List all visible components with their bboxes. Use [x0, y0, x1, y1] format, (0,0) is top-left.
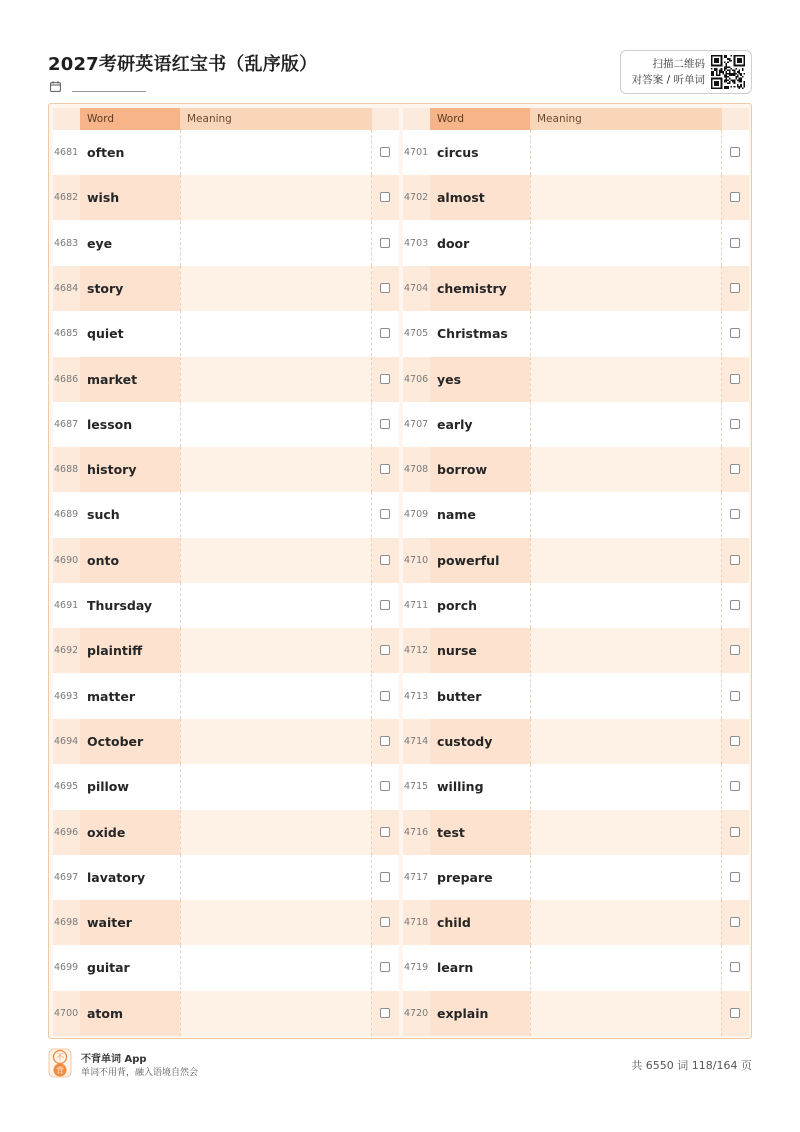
- word-text: almost: [437, 190, 485, 206]
- word-text: atom: [87, 1005, 124, 1021]
- word-number: 4685: [54, 328, 79, 340]
- table-row: [403, 674, 749, 719]
- qr-caption: [629, 56, 705, 88]
- table-row: [53, 900, 399, 945]
- page-header: [48, 48, 752, 98]
- meaning-input[interactable]: [530, 130, 722, 175]
- table-row: [403, 628, 749, 673]
- vocab-panel-left: [53, 108, 399, 1036]
- table-row: [53, 810, 399, 855]
- meaning-input[interactable]: [530, 810, 722, 855]
- checkbox-icon[interactable]: [380, 283, 390, 293]
- checkbox-icon[interactable]: [380, 328, 390, 338]
- checkbox-icon[interactable]: [730, 464, 740, 474]
- table-row: [53, 447, 399, 492]
- qr-caption-line2: 对答案 / 听单词: [631, 74, 705, 86]
- word-text: lesson: [87, 416, 133, 432]
- word-number: 4709: [404, 509, 429, 521]
- app-slogan: 单词不用背，融入语境自然会: [81, 1068, 199, 1078]
- column-header-word: Word: [430, 108, 530, 130]
- table-row: [53, 674, 399, 719]
- table-row: [403, 764, 749, 809]
- word-text: test: [437, 824, 465, 840]
- word-number: 4712: [404, 645, 429, 657]
- meaning-input[interactable]: [180, 719, 372, 764]
- table-row: [403, 402, 749, 447]
- checkbox-icon[interactable]: [730, 509, 740, 519]
- word-number: 4718: [404, 917, 429, 929]
- column-header-word: Word: [80, 108, 180, 130]
- table-row: [403, 810, 749, 855]
- column-header-meaning: Meaning: [180, 108, 372, 130]
- word-text: willing: [437, 779, 484, 795]
- meaning-input[interactable]: [530, 175, 722, 220]
- meaning-input[interactable]: [180, 855, 372, 900]
- table-row: [53, 855, 399, 900]
- word-number: 4692: [54, 645, 79, 657]
- word-text: market: [87, 371, 138, 387]
- table-row: [53, 311, 399, 356]
- table-row: [53, 583, 399, 628]
- meaning-input[interactable]: [180, 130, 372, 175]
- meaning-input[interactable]: [530, 221, 722, 266]
- table-row: [53, 628, 399, 673]
- meaning-input[interactable]: [180, 492, 372, 537]
- word-text: borrow: [437, 462, 487, 478]
- vocab-table-frame: [48, 103, 752, 1039]
- checkbox-icon[interactable]: [730, 238, 740, 248]
- word-text: oxide: [87, 824, 126, 840]
- checkbox-icon[interactable]: [730, 781, 740, 791]
- checkbox-icon[interactable]: [730, 827, 740, 837]
- word-text: circus: [437, 145, 479, 160]
- word-text: custody: [437, 733, 493, 749]
- checkbox-icon[interactable]: [730, 872, 740, 882]
- word-number: 4691: [54, 600, 79, 611]
- meaning-input[interactable]: [180, 945, 372, 990]
- checkbox-icon[interactable]: [730, 736, 740, 746]
- checkbox-icon[interactable]: [730, 645, 740, 655]
- word-number: 4717: [404, 871, 429, 883]
- meaning-input[interactable]: [180, 764, 372, 809]
- checkbox-icon[interactable]: [380, 962, 390, 972]
- meaning-input[interactable]: [180, 538, 372, 583]
- checkbox-icon[interactable]: [380, 374, 390, 384]
- table-row: [53, 764, 399, 809]
- checkbox-icon[interactable]: [730, 147, 740, 157]
- word-number: 4690: [54, 554, 79, 566]
- word-number: 4719: [404, 962, 429, 974]
- meaning-input[interactable]: [530, 492, 722, 537]
- checkbox-icon[interactable]: [380, 736, 390, 746]
- word-text: butter: [437, 688, 482, 704]
- meaning-input[interactable]: [530, 628, 722, 673]
- word-text: prepare: [437, 869, 493, 885]
- word-number: 4686: [54, 373, 79, 385]
- word-text: quiet: [87, 326, 124, 342]
- checkbox-icon[interactable]: [380, 464, 390, 474]
- word-text: history: [87, 462, 137, 478]
- word-number: 4708: [404, 464, 429, 476]
- calendar-icon: [50, 81, 61, 92]
- word-text: chemistry: [437, 280, 507, 296]
- word-text: name: [437, 507, 476, 523]
- word-text: plaintiff: [87, 643, 143, 659]
- checkbox-icon[interactable]: [380, 917, 390, 927]
- vocab-panel-right: [403, 108, 749, 1036]
- table-row: [53, 945, 399, 990]
- word-text: matter: [87, 688, 136, 704]
- meaning-input[interactable]: [180, 357, 372, 402]
- meaning-input[interactable]: [530, 991, 722, 1036]
- date-field: [50, 81, 150, 93]
- checkbox-icon[interactable]: [380, 509, 390, 519]
- word-number: 4688: [54, 464, 79, 476]
- checkbox-icon[interactable]: [730, 600, 740, 610]
- checkbox-icon[interactable]: [380, 1008, 390, 1018]
- checkbox-icon[interactable]: [380, 781, 390, 791]
- word-number: 4684: [54, 282, 79, 294]
- meaning-input[interactable]: [180, 175, 372, 220]
- table-row: [403, 175, 749, 220]
- word-text: powerful: [437, 552, 500, 568]
- meaning-input[interactable]: [530, 447, 722, 492]
- table-row: [403, 447, 749, 492]
- checkbox-icon[interactable]: [730, 555, 740, 565]
- checkbox-icon[interactable]: [730, 917, 740, 927]
- word-number: 4707: [404, 418, 429, 430]
- checkbox-icon[interactable]: [380, 691, 390, 701]
- table-row: [53, 130, 399, 175]
- checkbox-icon[interactable]: [380, 147, 390, 157]
- meaning-input[interactable]: [530, 266, 722, 311]
- checkbox-icon[interactable]: [730, 374, 740, 384]
- meaning-input[interactable]: [530, 583, 722, 628]
- checkbox-icon[interactable]: [730, 1008, 740, 1018]
- word-number: 4704: [404, 282, 429, 294]
- table-row: [403, 855, 749, 900]
- meaning-input[interactable]: [530, 764, 722, 809]
- word-number: 4682: [54, 192, 79, 204]
- word-number: 4711: [404, 600, 429, 611]
- table-header: [53, 108, 399, 130]
- word-number: 4683: [54, 237, 79, 249]
- word-number: 4689: [54, 509, 79, 521]
- word-number: 4699: [54, 962, 79, 974]
- checkbox-icon[interactable]: [380, 827, 390, 837]
- table-row: [403, 719, 749, 764]
- table-row: [403, 492, 749, 537]
- word-number: 4687: [54, 418, 79, 430]
- meaning-input[interactable]: [530, 719, 722, 764]
- table-row: [53, 221, 399, 266]
- word-number: 4705: [404, 328, 429, 340]
- meaning-input[interactable]: [180, 991, 372, 1036]
- meaning-input[interactable]: [530, 945, 722, 990]
- word-number: 4700: [54, 1007, 79, 1019]
- checkbox-icon[interactable]: [380, 645, 390, 655]
- table-row: [53, 402, 399, 447]
- table-row: [53, 538, 399, 583]
- word-text: lavatory: [87, 869, 146, 885]
- table-row: [403, 945, 749, 990]
- svg-text:背: 背: [56, 1066, 64, 1075]
- table-row: [53, 492, 399, 537]
- table-row: [403, 266, 749, 311]
- checkbox-icon[interactable]: [380, 192, 390, 202]
- word-number: 4693: [54, 690, 79, 702]
- app-name: 不背单词 App: [81, 1054, 147, 1065]
- meaning-input[interactable]: [180, 311, 372, 356]
- table-row: [403, 130, 749, 175]
- meaning-input[interactable]: [530, 855, 722, 900]
- qr-caption-line1: 扫描二维码: [652, 58, 705, 70]
- word-number: 4694: [54, 735, 79, 747]
- word-number: 4715: [404, 781, 429, 793]
- checkbox-icon[interactable]: [730, 691, 740, 701]
- meaning-input[interactable]: [530, 357, 722, 402]
- page-title: 2027考研英语红宝书（乱序版）: [48, 54, 318, 75]
- app-logo-icon: [48, 1048, 72, 1078]
- meaning-input[interactable]: [530, 402, 722, 447]
- table-row: [403, 538, 749, 583]
- word-number: 4714: [404, 735, 429, 747]
- column-header-meaning: Meaning: [530, 108, 722, 130]
- meaning-input[interactable]: [180, 266, 372, 311]
- table-row: [403, 221, 749, 266]
- svg-text:不: 不: [56, 1053, 64, 1062]
- word-text: Christmas: [437, 326, 508, 342]
- word-text: learn: [437, 960, 474, 976]
- checkbox-icon[interactable]: [730, 192, 740, 202]
- table-row: [403, 583, 749, 628]
- word-number: 4702: [404, 192, 429, 204]
- meaning-input[interactable]: [180, 674, 372, 719]
- checkbox-icon[interactable]: [380, 419, 390, 429]
- meaning-input[interactable]: [530, 674, 722, 719]
- word-text: early: [437, 416, 473, 432]
- meaning-input[interactable]: [180, 628, 372, 673]
- meaning-input[interactable]: [530, 311, 722, 356]
- word-text: story: [87, 280, 124, 296]
- meaning-input[interactable]: [180, 447, 372, 492]
- table-row: [403, 311, 749, 356]
- checkbox-icon[interactable]: [730, 962, 740, 972]
- word-number: 4706: [404, 373, 429, 385]
- table-row: [53, 266, 399, 311]
- word-number: 4697: [54, 871, 79, 883]
- table-row: [53, 175, 399, 220]
- word-text: onto: [87, 552, 120, 568]
- word-number: 4701: [404, 147, 429, 158]
- word-text: explain: [437, 1005, 489, 1021]
- word-text: nurse: [437, 643, 477, 659]
- word-number: 4703: [404, 237, 429, 249]
- checkbox-icon[interactable]: [380, 600, 390, 610]
- word-text: often: [87, 145, 125, 160]
- meaning-input[interactable]: [180, 583, 372, 628]
- meaning-input[interactable]: [180, 810, 372, 855]
- word-number: 4716: [404, 826, 429, 838]
- table-row: [403, 357, 749, 402]
- page-info: 共 6550 词 118/164 页: [631, 1059, 752, 1072]
- qr-code-icon[interactable]: [711, 55, 745, 89]
- word-number: 4698: [54, 917, 79, 929]
- table-row: [403, 900, 749, 945]
- word-text: pillow: [87, 779, 129, 795]
- table-header: [403, 108, 749, 130]
- meaning-input[interactable]: [180, 900, 372, 945]
- table-row: [403, 991, 749, 1036]
- word-number: 4696: [54, 826, 79, 838]
- meaning-input[interactable]: [530, 538, 722, 583]
- word-text: door: [437, 235, 470, 251]
- qr-panel[interactable]: [620, 50, 752, 94]
- word-text: porch: [437, 598, 478, 613]
- checkbox-icon[interactable]: [380, 872, 390, 882]
- word-text: eye: [87, 235, 113, 251]
- word-text: such: [87, 507, 120, 523]
- meaning-input[interactable]: [180, 402, 372, 447]
- date-blank-line: [72, 91, 146, 92]
- word-text: wish: [87, 190, 120, 206]
- word-text: guitar: [87, 960, 130, 976]
- checkbox-icon[interactable]: [730, 283, 740, 293]
- checkbox-icon[interactable]: [730, 419, 740, 429]
- word-number: 4710: [404, 554, 429, 566]
- checkbox-icon[interactable]: [380, 238, 390, 248]
- meaning-input[interactable]: [180, 221, 372, 266]
- table-row: [53, 991, 399, 1036]
- table-row: [53, 357, 399, 402]
- table-row: [53, 719, 399, 764]
- checkbox-icon[interactable]: [380, 555, 390, 565]
- meaning-input[interactable]: [530, 900, 722, 945]
- checkbox-icon[interactable]: [730, 328, 740, 338]
- word-number: 4713: [404, 690, 429, 702]
- word-text: waiter: [87, 915, 132, 931]
- word-number: 4720: [404, 1007, 429, 1019]
- word-number: 4695: [54, 781, 79, 793]
- page-footer: [48, 1046, 752, 1082]
- word-text: October: [87, 733, 144, 749]
- word-text: Thursday: [87, 598, 153, 613]
- word-text: child: [437, 915, 471, 931]
- word-number: 4681: [54, 147, 79, 158]
- word-text: yes: [437, 371, 462, 387]
